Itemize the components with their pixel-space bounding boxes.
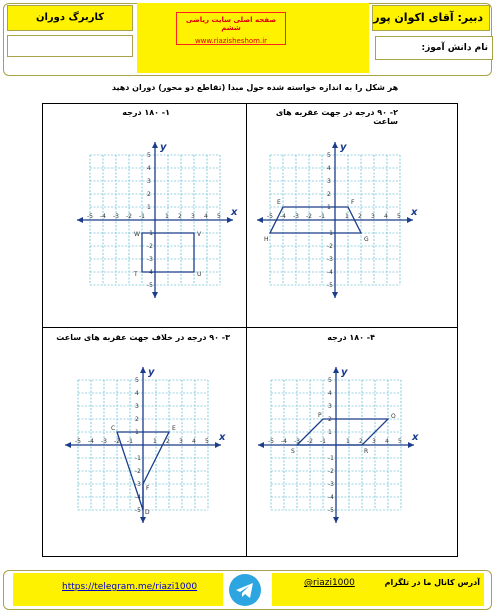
x-tick-label: 1 [165,213,169,220]
x-tick-label: 5 [217,213,221,220]
x-tick-label: -4 [281,438,287,445]
y-tick-label: 1 [327,204,331,211]
x-axis-label: x [231,207,238,218]
x-tick-label: 2 [358,213,362,220]
teacher-box [372,5,490,31]
y-axis-arrow [333,517,339,523]
x-tick-label: -5 [268,438,274,445]
x-tick-label: -1 [320,438,326,445]
x-tick-label: 3 [191,213,195,220]
vertex-label: G [364,236,369,243]
vertex-label: F [146,485,150,492]
x-tick-label: -2 [126,213,132,220]
telegram-icon[interactable] [229,574,261,606]
y-tick-label: 5 [147,152,151,159]
grid-4[interactable] [256,365,419,525]
x-tick-label: 4 [384,213,388,220]
problem-3-title: ۳- ۹۰ درجه در خلاف جهت عقربه های ساعت [56,333,230,342]
x-tick-label: 4 [192,438,196,445]
problem-4-title: ۴- ۱۸۰ درجه [327,333,375,342]
y-tick-label: 4 [328,390,332,397]
x-tick-label: 5 [398,438,402,445]
x-tick-label: -1 [319,213,325,220]
vertex-label: O [391,413,396,420]
x-tick-label: -5 [75,438,81,445]
x-tick-label: 5 [397,213,401,220]
y-axis-label: y [341,367,348,378]
y-tick-label: -1 [327,230,333,237]
y-tick-label: -2 [147,243,153,250]
y-tick-label: -4 [327,269,333,276]
worksheet-title-box [7,5,133,31]
y-tick-label: -5 [147,282,153,289]
grid-2[interactable] [255,140,418,300]
x-tick-label: -1 [127,438,133,445]
problem-2-title: ۲- ۹۰ درجه در جهت عقربه های ساعت [275,108,398,126]
x-axis-arrow [77,217,83,223]
problem-1-title: ۱- ۱۸۰ درجه [122,108,170,117]
vertex-label: E [277,199,281,206]
y-tick-label: -5 [327,282,333,289]
vertex-label: P [318,412,322,419]
y-axis-label: y [160,142,167,153]
instruction-text: هر شکل را به اندازه خواسته شده حول مبدا (تقاطع دو محور) دوران دهید [111,83,399,92]
grid-1[interactable] [75,140,238,300]
y-tick-label: -5 [328,507,334,514]
y-tick-label: 2 [327,191,331,198]
x-tick-label: 4 [385,438,389,445]
x-tick-label: -2 [114,438,120,445]
y-tick-label: 5 [328,377,332,384]
x-tick-label: -5 [267,213,273,220]
y-axis-label: y [148,367,155,378]
x-tick-label: 2 [178,213,182,220]
x-axis-label: x [219,432,226,443]
y-tick-label: -1 [328,455,334,462]
y-axis-arrow [333,367,339,373]
y-tick-label: -2 [327,243,333,250]
x-axis-label: x [411,207,418,218]
x-axis-label: x [412,432,419,443]
x-tick-label: 3 [372,438,376,445]
y-tick-label: -1 [147,230,153,237]
x-tick-label: -3 [113,213,119,220]
y-tick-label: 2 [147,191,151,198]
x-tick-label: -4 [88,438,94,445]
y-tick-label: 3 [327,178,331,185]
teacher-label: دبیر: آقای اکوان پور [373,11,483,24]
y-axis-arrow [152,292,158,298]
y-axis-arrow [152,142,158,148]
x-tick-label: 2 [166,438,170,445]
x-tick-label: 1 [345,213,349,220]
x-tick-label: -2 [307,438,313,445]
y-axis-arrow [140,367,146,373]
shape-polygon [142,233,194,272]
y-tick-label: -2 [328,468,334,475]
student-name-label: نام دانش آموز: [421,43,488,53]
vertex-label: U [197,271,202,278]
y-tick-label: 1 [147,204,151,211]
x-axis-arrow [258,442,264,448]
y-tick-label: -4 [147,269,153,276]
grid-3[interactable] [63,365,226,525]
x-tick-label: -3 [101,438,107,445]
y-tick-label: 3 [328,403,332,410]
y-tick-label: -3 [147,256,153,263]
y-tick-label: 1 [135,429,139,436]
telegram-link[interactable]: https://telegram.me/riazi1000 [62,582,198,592]
y-tick-label: -3 [135,481,141,488]
vertex-label: V [197,231,202,238]
y-tick-label: 4 [135,390,139,397]
vertical-divider [246,103,247,557]
y-tick-label: -5 [135,507,141,514]
x-tick-label: -5 [87,213,93,220]
x-tick-label: 3 [179,438,183,445]
x-tick-label: 2 [359,438,363,445]
x-tick-label: 1 [346,438,350,445]
y-tick-label: 2 [328,416,332,423]
x-tick-label: 4 [204,213,208,220]
vertex-label: D [145,509,150,516]
y-axis-arrow [332,142,338,148]
horizontal-divider [42,327,458,328]
worksheet-title: کاربرگ دوران [35,12,105,23]
vertex-label: W [134,231,140,238]
vertex-label: C [111,425,116,432]
vertex-label: S [291,448,295,455]
site-url[interactable]: www.riazisheshom.ir [194,37,268,45]
vertex-label: H [264,236,269,243]
y-axis-label: y [340,142,347,153]
student-name-row [375,36,493,60]
y-tick-label: -1 [135,455,141,462]
x-tick-label: -4 [100,213,106,220]
x-tick-label: 3 [371,213,375,220]
y-tick-label: -4 [328,494,334,501]
vertex-label: E [172,425,176,432]
x-tick-label: 5 [205,438,209,445]
site-title: صفحه اصلی سایت ریاضی ششم [185,16,277,32]
left-header-line [7,35,133,57]
x-tick-label: -2 [306,213,312,220]
vertex-label: R [364,448,369,455]
x-axis-arrow [65,442,71,448]
x-tick-label: -3 [294,438,300,445]
y-tick-label: -3 [327,256,333,263]
y-tick-label: -3 [328,481,334,488]
y-tick-label: -2 [135,468,141,475]
y-tick-label: 3 [147,178,151,185]
x-tick-label: 1 [153,438,157,445]
y-tick-label: 4 [327,165,331,172]
x-tick-label: -3 [293,213,299,220]
y-tick-label: -4 [135,494,141,501]
y-tick-label: 1 [328,429,332,436]
channel-text: آدرس کانال ما در تلگرام [384,578,480,587]
telegram-handle[interactable]: @riazi1000 [304,578,355,588]
y-tick-label: 5 [135,377,139,384]
vertex-label: F [351,199,355,206]
y-tick-label: 4 [147,165,151,172]
y-tick-label: 3 [135,403,139,410]
y-axis-arrow [140,517,146,523]
x-axis-arrow [257,217,263,223]
site-box[interactable] [176,12,286,45]
x-tick-label: -4 [280,213,286,220]
y-tick-label: 5 [327,152,331,159]
y-axis-arrow [332,292,338,298]
vertex-label: T [134,271,138,278]
y-tick-label: 2 [135,416,139,423]
x-tick-label: -1 [139,213,145,220]
